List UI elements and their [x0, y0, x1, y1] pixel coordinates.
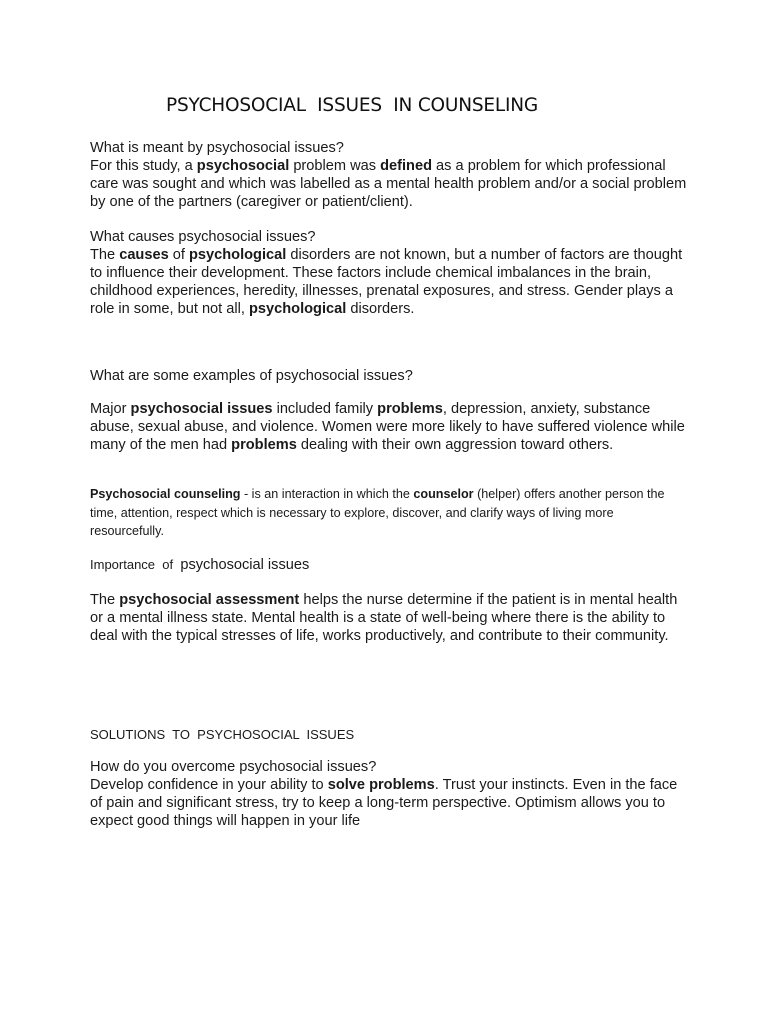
section-importance-body: [90, 591, 690, 645]
solutions-heading: SOLUTIONS TO PSYCHOSOCIAL ISSUES: [90, 727, 355, 742]
page-title: PSYCHOSOCIAL ISSUES IN COUNSELING: [166, 95, 539, 116]
question-meaning: What is meant by psychosocial issues?: [90, 140, 344, 156]
question-causes: What causes psychosocial issues?: [90, 229, 316, 245]
section-examples-answer: [90, 400, 690, 454]
importance-heading: Importance of psychosocial issues: [90, 557, 310, 573]
question-examples: What are some examples of psychosocial issues?: [90, 368, 413, 384]
section-importance-heading: [90, 556, 690, 574]
question-overcome: How do you overcome psychosocial issues?: [90, 759, 377, 775]
section-solutions-body: [90, 758, 690, 830]
counseling-definition: Psychosocial counseling - is an interaction in which the counselor (helper) offers another person the time, attention, respect which is necessary to explore, discover, and clarify ways of living more resourcefully.: [90, 487, 665, 538]
importance-body: The psychosocial assessment helps the nurse determine if the patient is in mental health or a mental illness state. Mental health is a state of well-being where there is the ability to deal with the typical stresses of life, works productively, and contribute to their community.: [90, 592, 678, 644]
answer-causes: The causes of psychological disorders are not known, but a number of factors are thought to influence their development. These factors include chemical imbalances in the brain, childhood experiences, heredity, illnesses, prenatal exposures, and stress. Gender plays a role in some, but not all, psychological disorders.: [90, 247, 683, 317]
answer-meaning: For this study, a psychosocial problem was defined as a problem for which professional care was sought and which was labelled as a mental health problem and/or a social problem by one of the partners (caregiver or patient/client).: [90, 158, 687, 210]
answer-examples: Major psychosocial issues included family problems, depression, anxiety, substance abuse, sexual abuse, and violence. Women were more likely to have suffered violence while many of the men had problems dealing with their own aggression toward others.: [90, 401, 685, 453]
section-causes: [90, 228, 690, 318]
section-meaning: [90, 139, 690, 211]
section-examples-question: [90, 367, 690, 385]
section-solutions-heading: [90, 726, 690, 744]
section-counseling-definition: [90, 485, 690, 541]
answer-overcome: Develop confidence in your ability to solve problems. Trust your instincts. Even in the face of pain and significant stress, try to keep a long-term perspective. Optimism allows you to expect good things will happen in your life: [90, 777, 678, 829]
